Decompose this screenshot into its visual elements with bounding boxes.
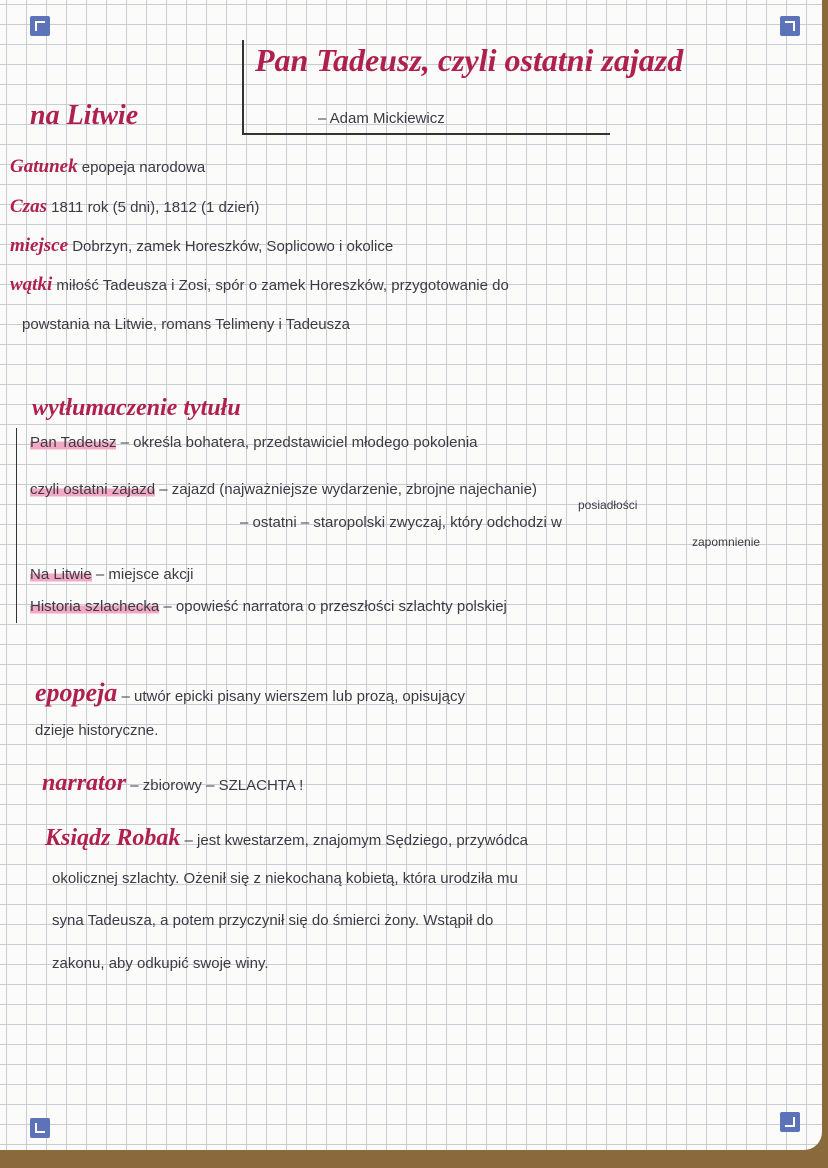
robak-line: okolicznej szlachty. Ożenił się z niekochaną kobietą, która urodziła mu (52, 870, 518, 887)
robak-line: syna Tadeusza, a potem przyczynił się do śmierci żony. Wstąpił do (52, 912, 494, 929)
value: – utwór epicki pisany wierszem lub prozą, opisujący (121, 688, 465, 705)
explanation-row-end: zapomnienie (692, 535, 761, 549)
title-divider-vertical (242, 40, 244, 135)
info-time (10, 196, 259, 218)
value: 1811 rok (5 dni), 1812 (1 dzień) (51, 199, 260, 216)
term: Pan Tadeusz (30, 434, 117, 451)
robak-line: zakonu, aby odkupić swoje winy. (52, 955, 269, 972)
explanation-row (30, 598, 507, 615)
narrator (42, 770, 303, 797)
explanation-row (30, 566, 193, 583)
explanation-row-cont: – ostatni – staropolski zwyczaj, który odchodzi w (240, 514, 562, 531)
explanation-note: posiadłości (578, 498, 638, 512)
bracket-line (16, 428, 17, 623)
value: miłość Tadeusza i Zosi, spór o zamek Horeszków, przygotowanie do (56, 277, 509, 294)
section-heading: wytłumaczenie tytułu (32, 395, 241, 421)
info-threads (10, 274, 509, 296)
corner-marker-icon (30, 1118, 50, 1138)
info-genre (10, 156, 205, 178)
value: – zbiorowy – SZLACHTA ! (130, 777, 304, 794)
label: Czas (10, 196, 47, 217)
explanation-row (30, 481, 537, 498)
desc: – miejsce akcji (95, 566, 194, 583)
definition-epopeja-cont: dzieje historyczne. (35, 722, 159, 739)
author: – Adam Mickiewicz (318, 110, 445, 127)
desc: – określa bohatera, przedstawiciel młodego pokolenia (120, 434, 478, 451)
explanation-row (30, 434, 478, 451)
value: epopeja narodowa (81, 159, 206, 176)
label: miejsce (10, 235, 69, 256)
value: Dobrzyn, zamek Horeszków, Soplicowo i okolice (72, 238, 394, 255)
label: wątki (10, 274, 53, 295)
info-place (10, 235, 393, 257)
desc: – opowieść narratora o przeszłości szlachty polskiej (163, 598, 507, 615)
label: Gatunek (10, 156, 78, 177)
term: Historia szlachecka (30, 598, 160, 615)
corner-marker-icon (30, 16, 50, 36)
label: epopeja (35, 678, 118, 707)
term: czyli ostatni zajazd (30, 481, 156, 498)
info-threads-cont: powstania na Litwie, romans Telimeny i Tadeusza (22, 316, 350, 333)
page-title-cont: na Litwie (30, 100, 139, 131)
title-divider-horizontal (242, 133, 610, 135)
corner-marker-icon (780, 16, 800, 36)
value: – jest kwestarzem, znajomym Sędziego, przywódca (184, 832, 529, 849)
label: Ksiądz Robak (45, 825, 181, 851)
term: Na Litwie (30, 566, 92, 583)
desc: – zajazd (najważniejsze wydarzenie, zbrojne najechanie) (159, 481, 537, 498)
page-title: Pan Tadeusz, czyli ostatni zajazd (255, 42, 684, 78)
robak (45, 825, 528, 852)
corner-marker-icon (780, 1112, 800, 1132)
label: narrator (42, 770, 127, 796)
definition-epopeja (35, 678, 465, 708)
